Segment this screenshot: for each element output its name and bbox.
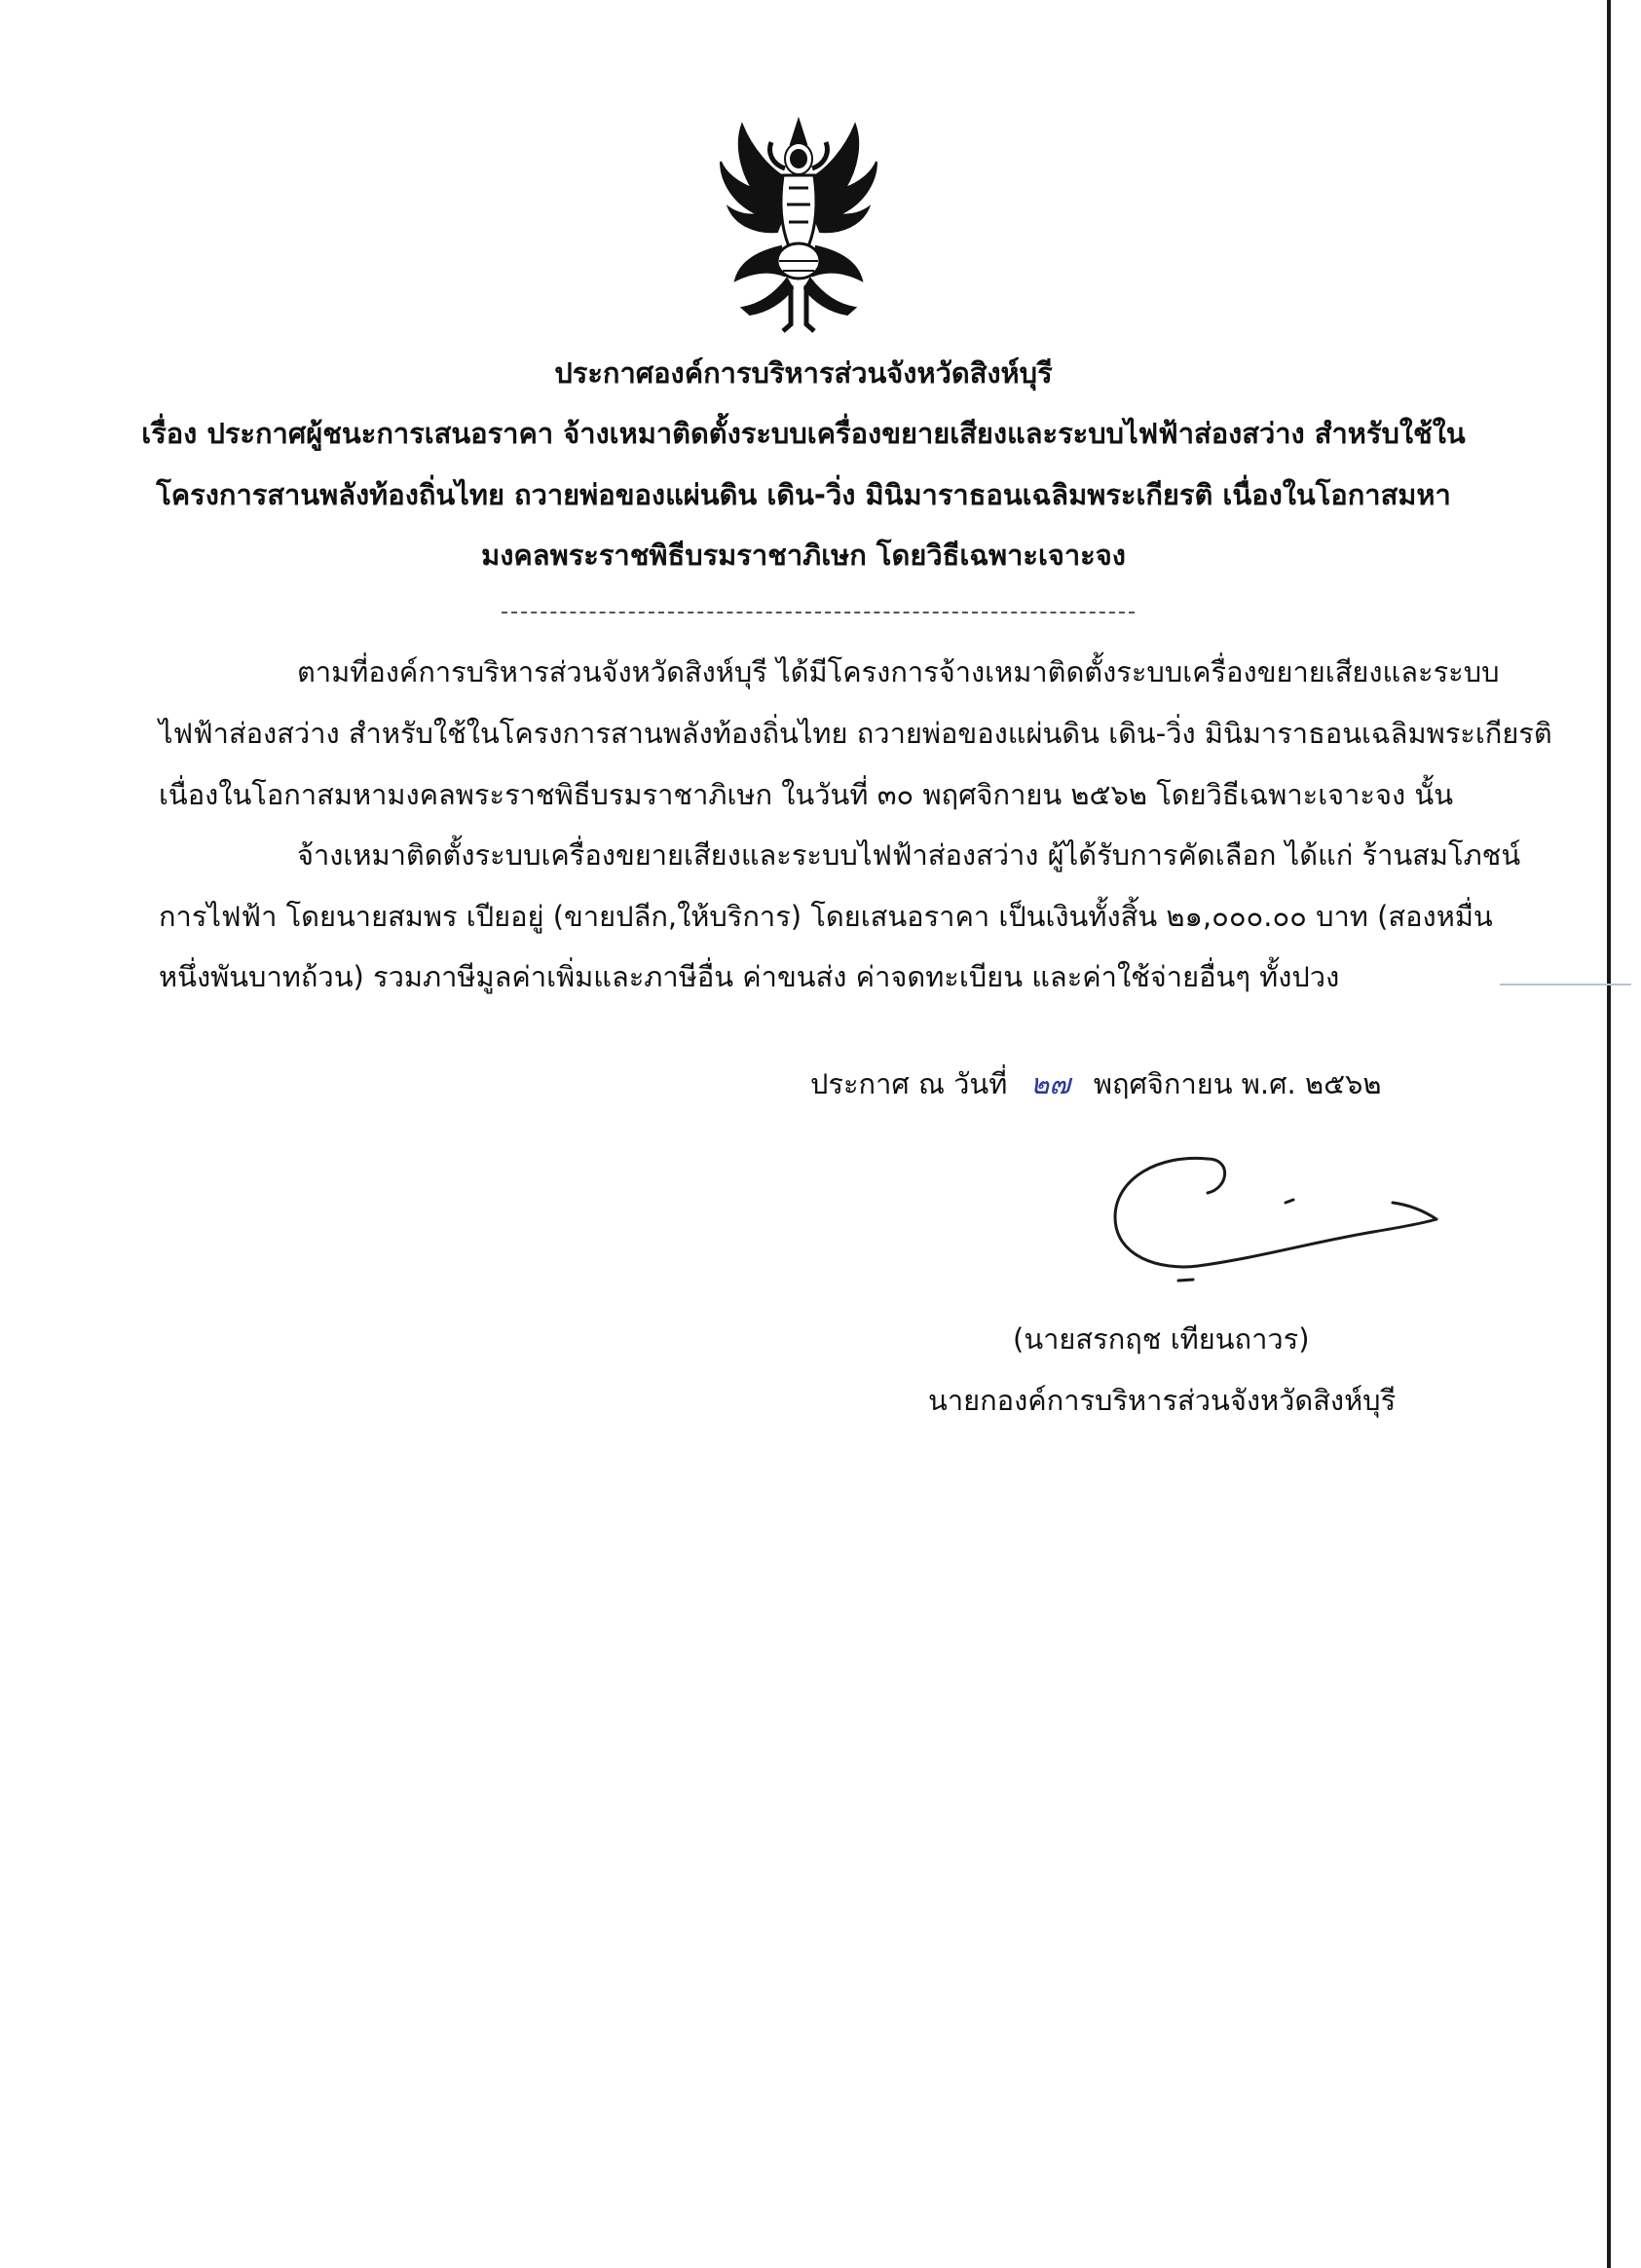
paragraph-1-line-2: ไฟฟ้าส่องสว่าง สำหรับใช้ในโครงการสานพลังท้องถิ่นไทย ถวายพ่อของแผ่นดิน เดิน-วิ่ง มินิมาราธอนเฉลิมพระเกียรติ — [159, 717, 1552, 750]
subject-line-2: โครงการสานพลังท้องถิ่นไทย ถวายพ่อของแผ่นดิน เดิน-วิ่ง มินิมาราธอนเฉลิมพระเกียรติ เนื่องในโอกาสมหา — [156, 478, 1451, 511]
signatory-position: นายกองค์การบริหารส่วนจังหวัดสิงห์บุรี — [928, 1384, 1397, 1417]
dashed-separator — [502, 612, 1135, 613]
paragraph-2-line-3: หนึ่งพันบาทถ้วน) รวมภาษีมูลค่าเพิ่มและภาษีอื่น ค่าขนส่ง ค่าจดทะเบียน และค่าใช้จ่ายอื่นๆ ทั้งปวง — [159, 960, 1340, 993]
announce-date — [810, 1064, 1382, 1103]
paragraph-1-line-1: ตามที่องค์การบริหารส่วนจังหวัดสิงห์บุรี ได้มีโครงการจ้างเหมาติดตั้งระบบเครื่องขยายเสียงและระบบ — [297, 655, 1500, 688]
signatory-name: (นายสรกฤช เทียนถาวร) — [1013, 1322, 1310, 1356]
subject-line-3: มงคลพระราชพิธีบรมราชาภิเษก โดยวิธีเฉพาะเจาะจง — [481, 539, 1126, 572]
scan-artifact-line — [1500, 984, 1631, 985]
announce-date-day: ๒๗ — [1030, 1067, 1071, 1100]
paragraph-2-line-2: การไฟฟ้า โดยนายสมพร เปียอยู่ (ขายปลีก,ให้บริการ) โดยเสนอราคา เป็นเงินทั้งสิ้น ๒๑,๐๐๐.๐๐ บาท (สองหมื่น — [159, 900, 1493, 933]
announce-date-prefix: ประกาศ ณ วันที่ — [810, 1067, 1008, 1100]
garuda-emblem-icon — [682, 115, 915, 339]
paragraph-1-line-3: เนื่องในโอกาสมหามงคลพระราชพิธีบรมราชาภิเษก ในวันที่ ๓๐ พฤศจิกายน ๒๕๖๒ โดยวิธีเฉพาะเจาะจง นั้น — [159, 778, 1454, 811]
scan-edge-shadow — [1607, 0, 1611, 2268]
paragraph-2-line-1: จ้างเหมาติดตั้งระบบเครื่องขยายเสียงและระบบไฟฟ้าส่องสว่าง ผู้ได้รับการคัดเลือก ได้แก่ ร้านสมโภชน์ — [297, 838, 1521, 872]
announce-date-month-year: พฤศจิกายน พ.ศ. ๒๕๖๒ — [1093, 1067, 1382, 1100]
subject-line-1: เรื่อง ประกาศผู้ชนะการเสนอราคา จ้างเหมาติดตั้งระบบเครื่องขยายเสียงและระบบไฟฟ้าส่องสว่าง สำหรับใช้ใน — [141, 417, 1466, 450]
document-title: ประกาศองค์การบริหารส่วนจังหวัดสิงห์บุรี — [554, 356, 1053, 390]
signature-image — [1062, 1149, 1451, 1295]
